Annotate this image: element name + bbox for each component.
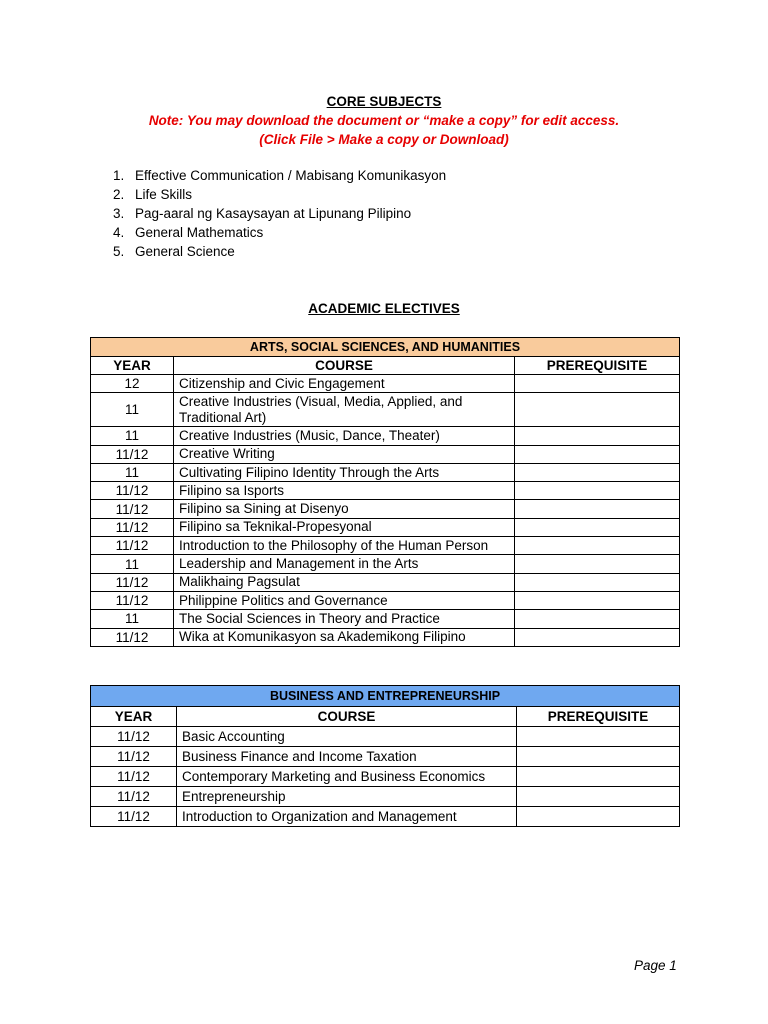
core-subjects-heading: CORE SUBJECTS	[326, 94, 442, 109]
prerequisite-column-header: PREREQUISITE	[515, 357, 680, 375]
course-column-header: COURSE	[174, 357, 515, 375]
list-item: 5. General Science	[113, 244, 235, 259]
prerequisite-cell	[517, 727, 680, 747]
course-cell: Basic Accounting	[177, 727, 517, 747]
year-cell: 11/12	[91, 807, 177, 827]
course-cell: Filipino sa Sining at Disenyo	[174, 500, 515, 518]
course-cell: Creative Industries (Visual, Media, Applied, and Traditional Art)	[174, 393, 515, 427]
year-cell: 11/12	[91, 500, 174, 518]
year-cell: 11/12	[91, 537, 174, 555]
list-item: 3. Pag-aaral ng Kasaysayan at Lipunang Pilipino	[113, 206, 412, 221]
table-row	[91, 427, 680, 445]
subject-label: Effective Communication / Mabisang Komunikasyon	[135, 168, 447, 183]
table-row	[91, 767, 680, 787]
table-row	[91, 747, 680, 767]
academic-electives-heading: ACADEMIC ELECTIVES	[308, 301, 460, 316]
table-row	[91, 591, 680, 609]
course-cell: The Social Sciences in Theory and Practice	[174, 610, 515, 628]
year-cell: 11/12	[91, 747, 177, 767]
table-row	[91, 393, 680, 427]
category-header: ARTS, SOCIAL SCIENCES, AND HUMANITIES	[91, 338, 680, 357]
year-column-header: YEAR	[91, 707, 177, 727]
table-row	[91, 610, 680, 628]
prerequisite-cell	[515, 445, 680, 463]
list-item: 1. Effective Communication / Mabisang Komunikasyon	[113, 168, 447, 183]
note-line-1: Note: You may download the document or “make a copy” for edit access.	[148, 113, 620, 128]
year-cell: 11	[91, 555, 174, 573]
course-cell: Filipino sa Teknikal-Propesyonal	[174, 518, 515, 536]
subject-label: Pag-aaral ng Kasaysayan at Lipunang Pilipino	[135, 206, 412, 221]
course-cell: Philippine Politics and Governance	[174, 591, 515, 609]
prerequisite-column-header: PREREQUISITE	[517, 707, 680, 727]
prerequisite-cell	[517, 787, 680, 807]
year-cell: 11/12	[91, 767, 177, 787]
year-cell: 11/12	[91, 573, 174, 591]
prerequisite-cell	[515, 518, 680, 536]
course-cell: Citizenship and Civic Engagement	[174, 375, 515, 393]
year-cell: 11	[91, 463, 174, 481]
prerequisite-cell	[515, 393, 680, 427]
course-cell: Malikhaing Pagsulat	[174, 573, 515, 591]
table-row	[91, 375, 680, 393]
course-cell: Cultivating Filipino Identity Through the Arts	[174, 463, 515, 481]
table-row	[91, 445, 680, 463]
course-column-header: COURSE	[177, 707, 517, 727]
table-row	[91, 518, 680, 536]
course-cell: Business Finance and Income Taxation	[177, 747, 517, 767]
table-row	[91, 628, 680, 646]
prerequisite-cell	[515, 555, 680, 573]
subject-label: Life Skills	[135, 187, 193, 202]
course-cell: Creative Writing	[174, 445, 515, 463]
prerequisite-cell	[515, 375, 680, 393]
subject-label: General Science	[135, 244, 235, 259]
prerequisite-cell	[517, 767, 680, 787]
table-row	[91, 555, 680, 573]
year-cell: 11/12	[91, 591, 174, 609]
subject-label: General Mathematics	[135, 225, 264, 240]
table-row	[91, 573, 680, 591]
prerequisite-cell	[517, 747, 680, 767]
table-row	[91, 787, 680, 807]
table-row	[91, 727, 680, 747]
prerequisite-cell	[515, 591, 680, 609]
year-cell: 11	[91, 427, 174, 445]
business-electives-table	[90, 685, 680, 827]
prerequisite-cell	[515, 463, 680, 481]
prerequisite-cell	[517, 807, 680, 827]
category-header: BUSINESS AND ENTREPRENEURSHIP	[91, 686, 680, 707]
course-cell: Introduction to Organization and Management	[177, 807, 517, 827]
year-cell: 11/12	[91, 787, 177, 807]
note-line-2: (Click File > Make a copy or Download)	[259, 132, 509, 147]
course-cell: Entrepreneurship	[177, 787, 517, 807]
year-cell: 11/12	[91, 518, 174, 536]
year-cell: 11	[91, 610, 174, 628]
year-column-header: YEAR	[91, 357, 174, 375]
prerequisite-cell	[515, 427, 680, 445]
prerequisite-cell	[515, 610, 680, 628]
course-cell: Introduction to the Philosophy of the Human Person	[174, 537, 515, 555]
prerequisite-cell	[515, 482, 680, 500]
prerequisite-cell	[515, 500, 680, 518]
table-row	[91, 463, 680, 481]
table-row	[91, 537, 680, 555]
core-subjects-list	[113, 166, 446, 261]
table-row	[91, 807, 680, 827]
prerequisite-cell	[515, 573, 680, 591]
course-cell: Wika at Komunikasyon sa Akademikong Filipino	[174, 628, 515, 646]
year-cell: 12	[91, 375, 174, 393]
course-cell: Contemporary Marketing and Business Economics	[177, 767, 517, 787]
table-row	[91, 500, 680, 518]
list-item: 2. Life Skills	[113, 187, 193, 202]
course-cell: Filipino sa Isports	[174, 482, 515, 500]
prerequisite-cell	[515, 628, 680, 646]
year-cell: 11/12	[91, 628, 174, 646]
prerequisite-cell	[515, 537, 680, 555]
year-cell: 11/12	[91, 482, 174, 500]
page-number: Page 1	[634, 958, 677, 973]
course-cell: Leadership and Management in the Arts	[174, 555, 515, 573]
list-item: 4. General Mathematics	[113, 225, 264, 240]
year-cell: 11/12	[91, 445, 174, 463]
year-cell: 11/12	[91, 727, 177, 747]
course-cell: Creative Industries (Music, Dance, Theater)	[174, 427, 515, 445]
arts-electives-table	[90, 337, 680, 647]
table-row	[91, 482, 680, 500]
year-cell: 11	[91, 393, 174, 427]
